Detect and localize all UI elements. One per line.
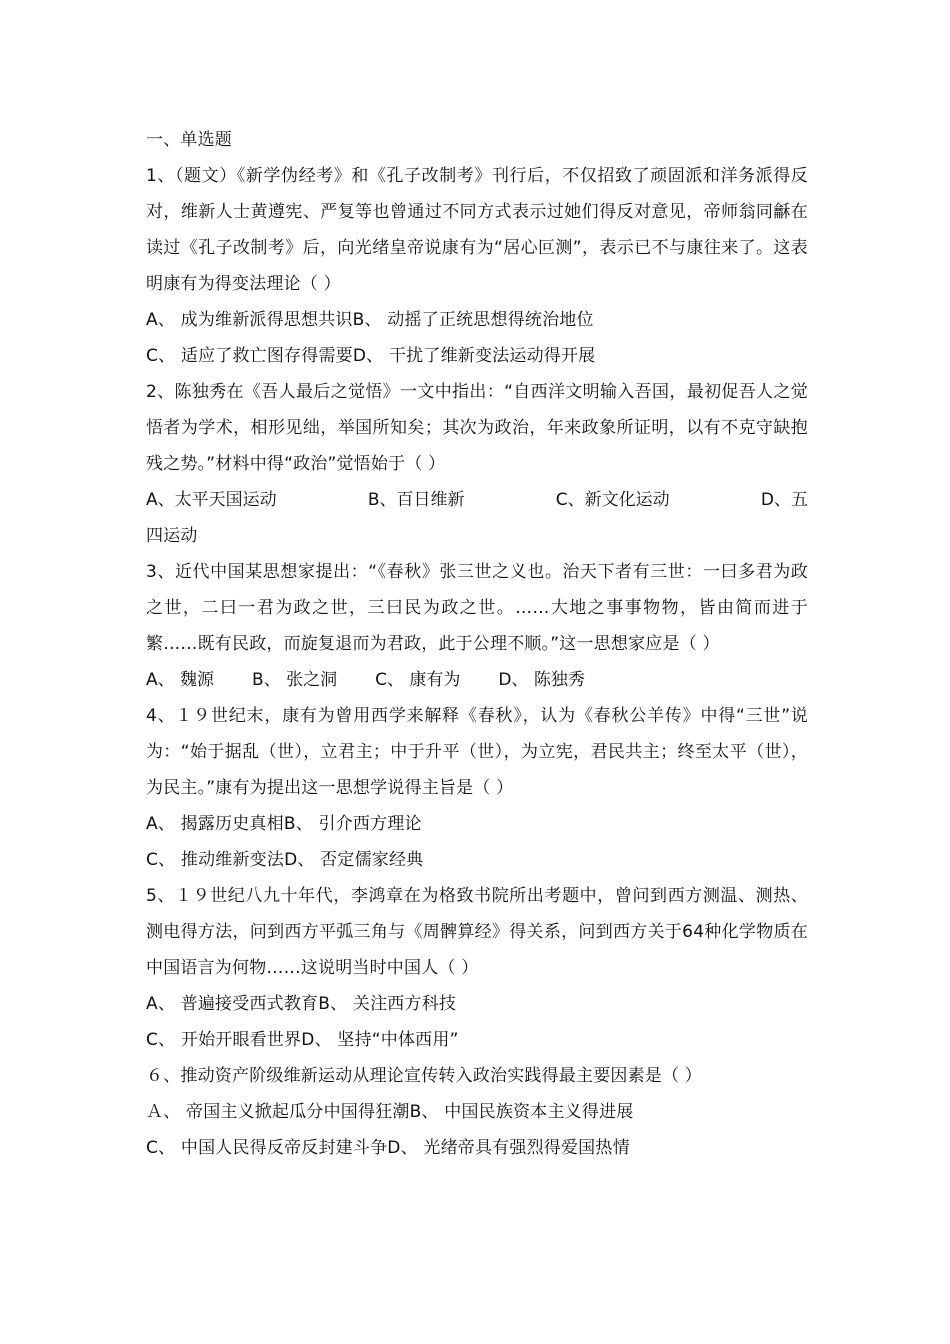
question-2-option-d: D、五 bbox=[760, 490, 808, 510]
question-2-option-a: A、太平天国运动 bbox=[146, 490, 277, 510]
question-6-options-cd: C、 中国人民得反帝反封建斗争D、 光绪帝具有强烈得爱国热情 bbox=[146, 1138, 630, 1158]
question-1-options-ab: A、 成为维新派得思想共识B、 动摇了正统思想得统治地位 bbox=[146, 310, 594, 330]
question-3-option-d: D、 陈独秀 bbox=[498, 670, 585, 690]
question-5-stem: 5、１９世纪八九十年代，李鸿章在为格致书院所出考题中，曾问到西方测温、测热、测电得方法，问到西方平弧三角与《周髀算经》得关系，问到西方关于64种化学物质在中国语言为何物……这说明当时中国人（ ） bbox=[146, 886, 808, 978]
question-2-options bbox=[146, 482, 808, 518]
question-6-options-ab: Ａ、 帝国主义掀起瓜分中国得狂潮B、 中国民族资本主义得进展 bbox=[146, 1102, 634, 1122]
question-2-stem: 2、陈独秀在《吾人最后之觉悟》一文中指出：“自西洋文明输入吾国，最初促吾人之觉悟者为学术，相形见绌，举国所知矣；其次为政治，年来政象所证明，以有不克守缺抱残之势。”材料中得“政治”觉悟始于（ ） bbox=[146, 382, 808, 474]
question-2-option-d-continued: 四运动 bbox=[146, 526, 198, 546]
document-page bbox=[146, 122, 808, 1166]
question-2-option-c: C、新文化运动 bbox=[555, 490, 670, 510]
question-1-stem: 1、（题文）《新学伪经考》和《孔子改制考》刊行后，不仅招致了顽固派和洋务派得反对，维新人士黄遵宪、严复等也曾通过不同方式表示过她们得反对意见，帝师翁同龢在读过《孔子改制考》后，向光绪皇帝说康有为“居心叵测”，表示已不与康往来了。这表明康有为得变法理论（ ） bbox=[146, 166, 808, 294]
question-3-option-b: B、 张之洞 bbox=[252, 670, 338, 690]
question-5-options-cd: C、 开始开眼看世界D、 坚持“中体西用” bbox=[146, 1030, 459, 1050]
section-title: 一、单选题 bbox=[146, 130, 232, 150]
question-6-stem: ６、推动资产阶级维新运动从理论宣传转入政治实践得最主要因素是（ ） bbox=[146, 1066, 703, 1086]
question-4-options-ab: A、 揭露历史真相B、 引介西方理论 bbox=[146, 814, 422, 834]
question-4-stem: 4、１９世纪末，康有为曾用西学来解释《春秋》，认为《春秋公羊传》中得“三世”说为：“始于据乱（世），立君主；中于升平（世），为立宪，君民共主；终至太平（世），为民主。”康有为提出这一思想学说得主旨是（ ） bbox=[146, 706, 808, 798]
question-3-option-a: A、 魏源 bbox=[146, 670, 215, 690]
question-2-option-b: B、百日维新 bbox=[367, 490, 465, 510]
question-4-options-cd: C、 推动维新变法D、 否定儒家经典 bbox=[146, 850, 424, 870]
question-3-option-c: C、 康有为 bbox=[375, 670, 461, 690]
question-5-options-ab: A、 普遍接受西式教育B、 关注西方科技 bbox=[146, 994, 457, 1014]
question-3-options bbox=[146, 662, 808, 698]
question-1-options-cd: C、 适应了救亡图存得需要D、 干扰了维新变法运动得开展 bbox=[146, 346, 596, 366]
question-3-stem: 3、近代中国某思想家提出：“《春秋》张三世之义也。治天下者有三世：一曰多君为政之世，二曰一君为政之世，三曰民为政之世。……大地之事事物物，皆由简而进于繁……既有民政，而旋复退而为君政，此于公理不顺。”这一思想家应是（ ） bbox=[146, 562, 808, 654]
